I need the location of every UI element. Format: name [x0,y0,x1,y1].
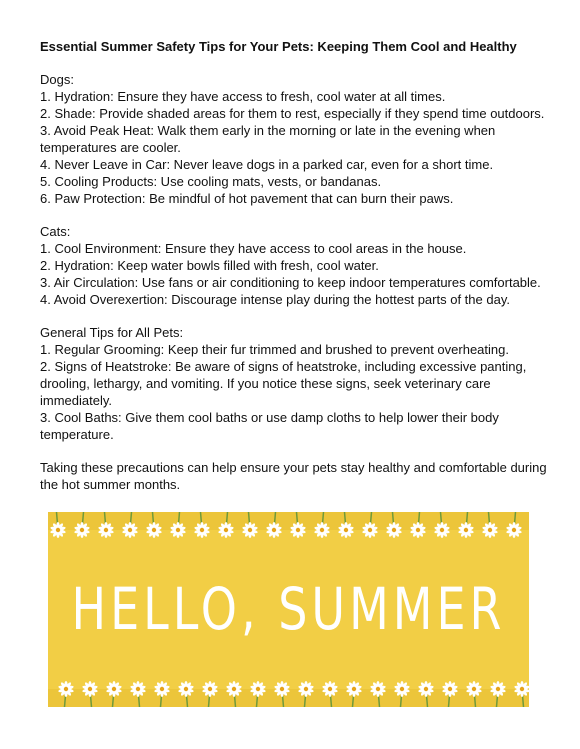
daisy-icon [154,681,170,707]
daisy-icon [194,512,210,538]
daisy-icon [314,512,330,538]
list-item: 5. Cooling Products: Use cooling mats, vests, or bandanas. [40,174,382,189]
daisy-icon [266,512,282,538]
daisy-icon [130,681,146,707]
list-item: 4. Avoid Overexertion: Discourage intense play during the hottest parts of the day. [40,292,510,307]
list-item: 2. Hydration: Keep water bowls filled with fresh, cool water. [40,258,379,273]
list-item: 1. Regular Grooming: Keep their fur trimmed and brushed to prevent overheating. [40,342,509,357]
daisy-icon [322,681,338,707]
daisy-icon [506,512,522,538]
list-item: 3. Air Circulation: Use fans or air conditioning to keep indoor temperatures comfortable. [40,275,541,290]
list-item: 2. Signs of Heatstroke: Be aware of signs of heatstroke, including excessive panting, drooling, lethargy, and vomiting. If you notice these signs, seek veterinary care immediately. [40,359,527,408]
document-title: Essential Summer Safety Tips for Your Pets: Keeping Them Cool and Healthy [40,39,517,54]
daisy-icon [274,681,290,707]
section-cats [40,223,560,308]
daisy-icon [50,512,66,538]
banner-title: HELLO, SUMMER [71,575,506,643]
daisy-icon [242,512,258,538]
daisy-icon [226,681,242,707]
general-tips-list [40,341,560,443]
daisy-icon [442,681,458,707]
daisy-icon [290,512,306,538]
section-general [40,324,560,443]
daisy-icon [370,681,386,707]
daisy-icon [82,681,98,707]
document-body [40,38,560,493]
daisy-icon [218,512,234,538]
daisy-icon [202,681,218,707]
daisy-icon [146,512,162,538]
daisy-icon [98,512,114,538]
daisy-icon [250,681,266,707]
daisy-icon [298,681,314,707]
hello-summer-banner-image [48,512,529,707]
daisy-icon [178,681,194,707]
list-item: 1. Hydration: Ensure they have access to fresh, cool water at all times. [40,89,446,104]
daisy-icon [122,512,138,538]
daisy-icon [346,681,362,707]
list-item: 3. Cool Baths: Give them cool baths or use damp cloths to help lower their body temperature. [40,410,499,442]
daisy-icon [338,512,354,538]
daisy-icon [490,681,506,707]
list-item: 4. Never Leave in Car: Never leave dogs in a parked car, even for a short time. [40,157,494,172]
list-item: 1. Cool Environment: Ensure they have access to cool areas in the house. [40,241,467,256]
daisy-icon [514,681,529,707]
daisy-icon [362,512,378,538]
daisy-icon [418,681,434,707]
daisy-row-top [48,512,529,548]
dogs-tips-list [40,88,560,207]
list-item: 2. Shade: Provide shaded areas for them to rest, especially if they spend time outdoors. [40,106,545,121]
daisy-icon [170,512,186,538]
daisy-icon [58,681,74,707]
list-item: 3. Avoid Peak Heat: Walk them early in the morning or late in the evening when temperatures are cooler. [40,123,496,155]
daisy-icon [466,681,482,707]
list-item: 6. Paw Protection: Be mindful of hot pavement that can burn their paws. [40,191,454,206]
section-heading-general: General Tips for All Pets: [40,325,184,340]
daisy-icon [386,512,402,538]
section-heading-dogs: Dogs: [40,72,74,87]
section-heading-cats: Cats: [40,224,71,239]
cats-tips-list [40,240,560,308]
daisy-icon [394,681,410,707]
section-dogs [40,71,560,207]
daisy-row-bottom [48,671,529,707]
daisy-icon [458,512,474,538]
daisy-icon [434,512,450,538]
daisy-icon [410,512,426,538]
closing-paragraph: Taking these precautions can help ensure your pets stay healthy and comfortable during the hot summer months. [40,460,547,492]
daisy-icon [74,512,90,538]
daisy-icon [482,512,498,538]
daisy-icon [106,681,122,707]
